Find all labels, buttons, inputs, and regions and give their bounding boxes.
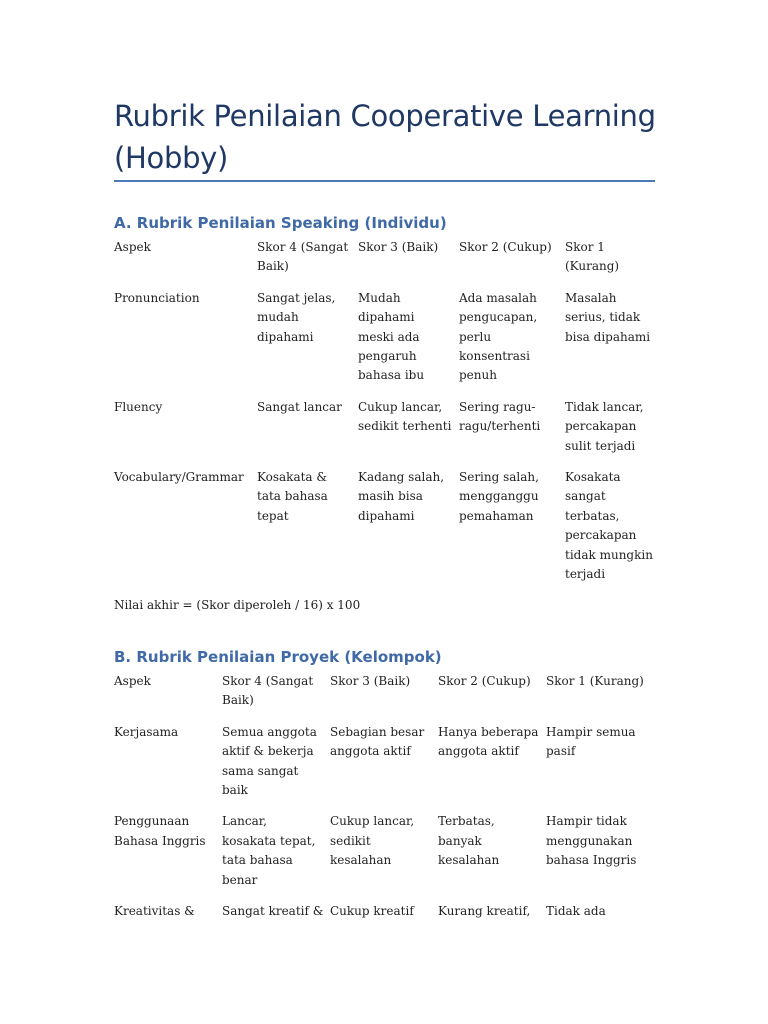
table-cell: Penggunaan Bahasa Inggris [114, 814, 206, 848]
table-cell: Fluency [114, 399, 163, 414]
column-header: Skor 3 (Baik) [358, 240, 439, 254]
table-cell: Sering ragu-ragu/terhenti [459, 399, 541, 434]
table-row [114, 812, 654, 902]
section-a-heading: A. Rubrik Penilaian Speaking (Individu) [114, 214, 447, 232]
table-cell: Kosakata & tata bahasa tepat [257, 470, 328, 523]
table-cell: Kadang salah, masih bisa dipahami [358, 470, 445, 523]
table-cell: Pronunciation [114, 290, 200, 305]
speaking-rubric-table [114, 238, 662, 597]
column-header: Skor 3 (Baik) [330, 674, 411, 688]
column-header: Skor 1 (Kurang) [565, 240, 620, 274]
table-cell: Semua anggota aktif & bekerja sama sangat baik [222, 724, 317, 798]
table-cell: Cukup kreatif [330, 904, 414, 919]
page-title: Rubrik Penilaian Cooperative Learning (Hobby) [114, 99, 656, 175]
table-cell: Hanya beberapa anggota aktif [438, 724, 539, 759]
title-divider [114, 180, 655, 182]
table-cell: Tidak ada [546, 904, 606, 919]
table-cell: Kosakata sangat terbatas, percakapan tidak mungkin terjadi [565, 470, 653, 582]
table-cell: Sangat jelas, mudah dipahami [257, 290, 336, 344]
table-cell: Ada masalah pengucapan, perlu konsentrasi penuh [459, 290, 538, 383]
table-cell: Kurang kreatif, [438, 904, 531, 919]
table-row [114, 468, 662, 596]
column-header: Skor 4 (Sangat Baik) [257, 240, 349, 274]
table-header-row [114, 672, 654, 723]
table-header-row [114, 238, 662, 289]
table-row [114, 723, 654, 813]
table-cell: Terbatas, banyak kesalahan [438, 814, 500, 868]
table-cell: Lancar, kosakata tepat, tata bahasa benar [222, 814, 316, 887]
table-cell: Sebagian besar anggota aktif [330, 724, 425, 759]
column-header: Aspek [114, 240, 151, 254]
column-header: Skor 2 (Cukup) [459, 240, 552, 254]
table-cell: Cukup lancar, sedikit kesalahan [330, 814, 415, 868]
project-rubric-table [114, 672, 654, 933]
table-row [114, 289, 662, 398]
table-row [114, 398, 662, 468]
column-header: Aspek [114, 674, 151, 688]
table-cell: Tidak lancar, percakapan sulit terjadi [565, 399, 644, 453]
table-cell: Cukup lancar, sedikit terhenti [358, 399, 452, 434]
table-cell: Sangat kreatif & [222, 904, 324, 919]
final-score-note: Nilai akhir = (Skor diperoleh / 16) x 100 [114, 598, 361, 612]
column-header: Skor 1 (Kurang) [546, 674, 644, 688]
table-cell: Mudah dipahami meski ada pengaruh bahasa ibu [358, 290, 425, 383]
table-cell: Kerjasama [114, 724, 179, 739]
table-cell: Sangat lancar [257, 399, 342, 414]
table-cell: Vocabulary/Grammar [114, 470, 244, 485]
table-cell: Hampir semua pasif [546, 724, 636, 759]
table-cell: Sering salah, mengganggu pemahaman [459, 470, 539, 523]
table-cell: Hampir tidak menggunakan bahasa Inggris [546, 814, 637, 868]
section-b-heading: B. Rubrik Penilaian Proyek (Kelompok) [114, 648, 442, 666]
table-cell: Kreativitas & [114, 904, 195, 919]
column-header: Skor 2 (Cukup) [438, 674, 531, 688]
column-header: Skor 4 (Sangat Baik) [222, 674, 314, 708]
table-cell: Masalah serius, tidak bisa dipahami [565, 290, 651, 344]
table-row [114, 902, 654, 933]
